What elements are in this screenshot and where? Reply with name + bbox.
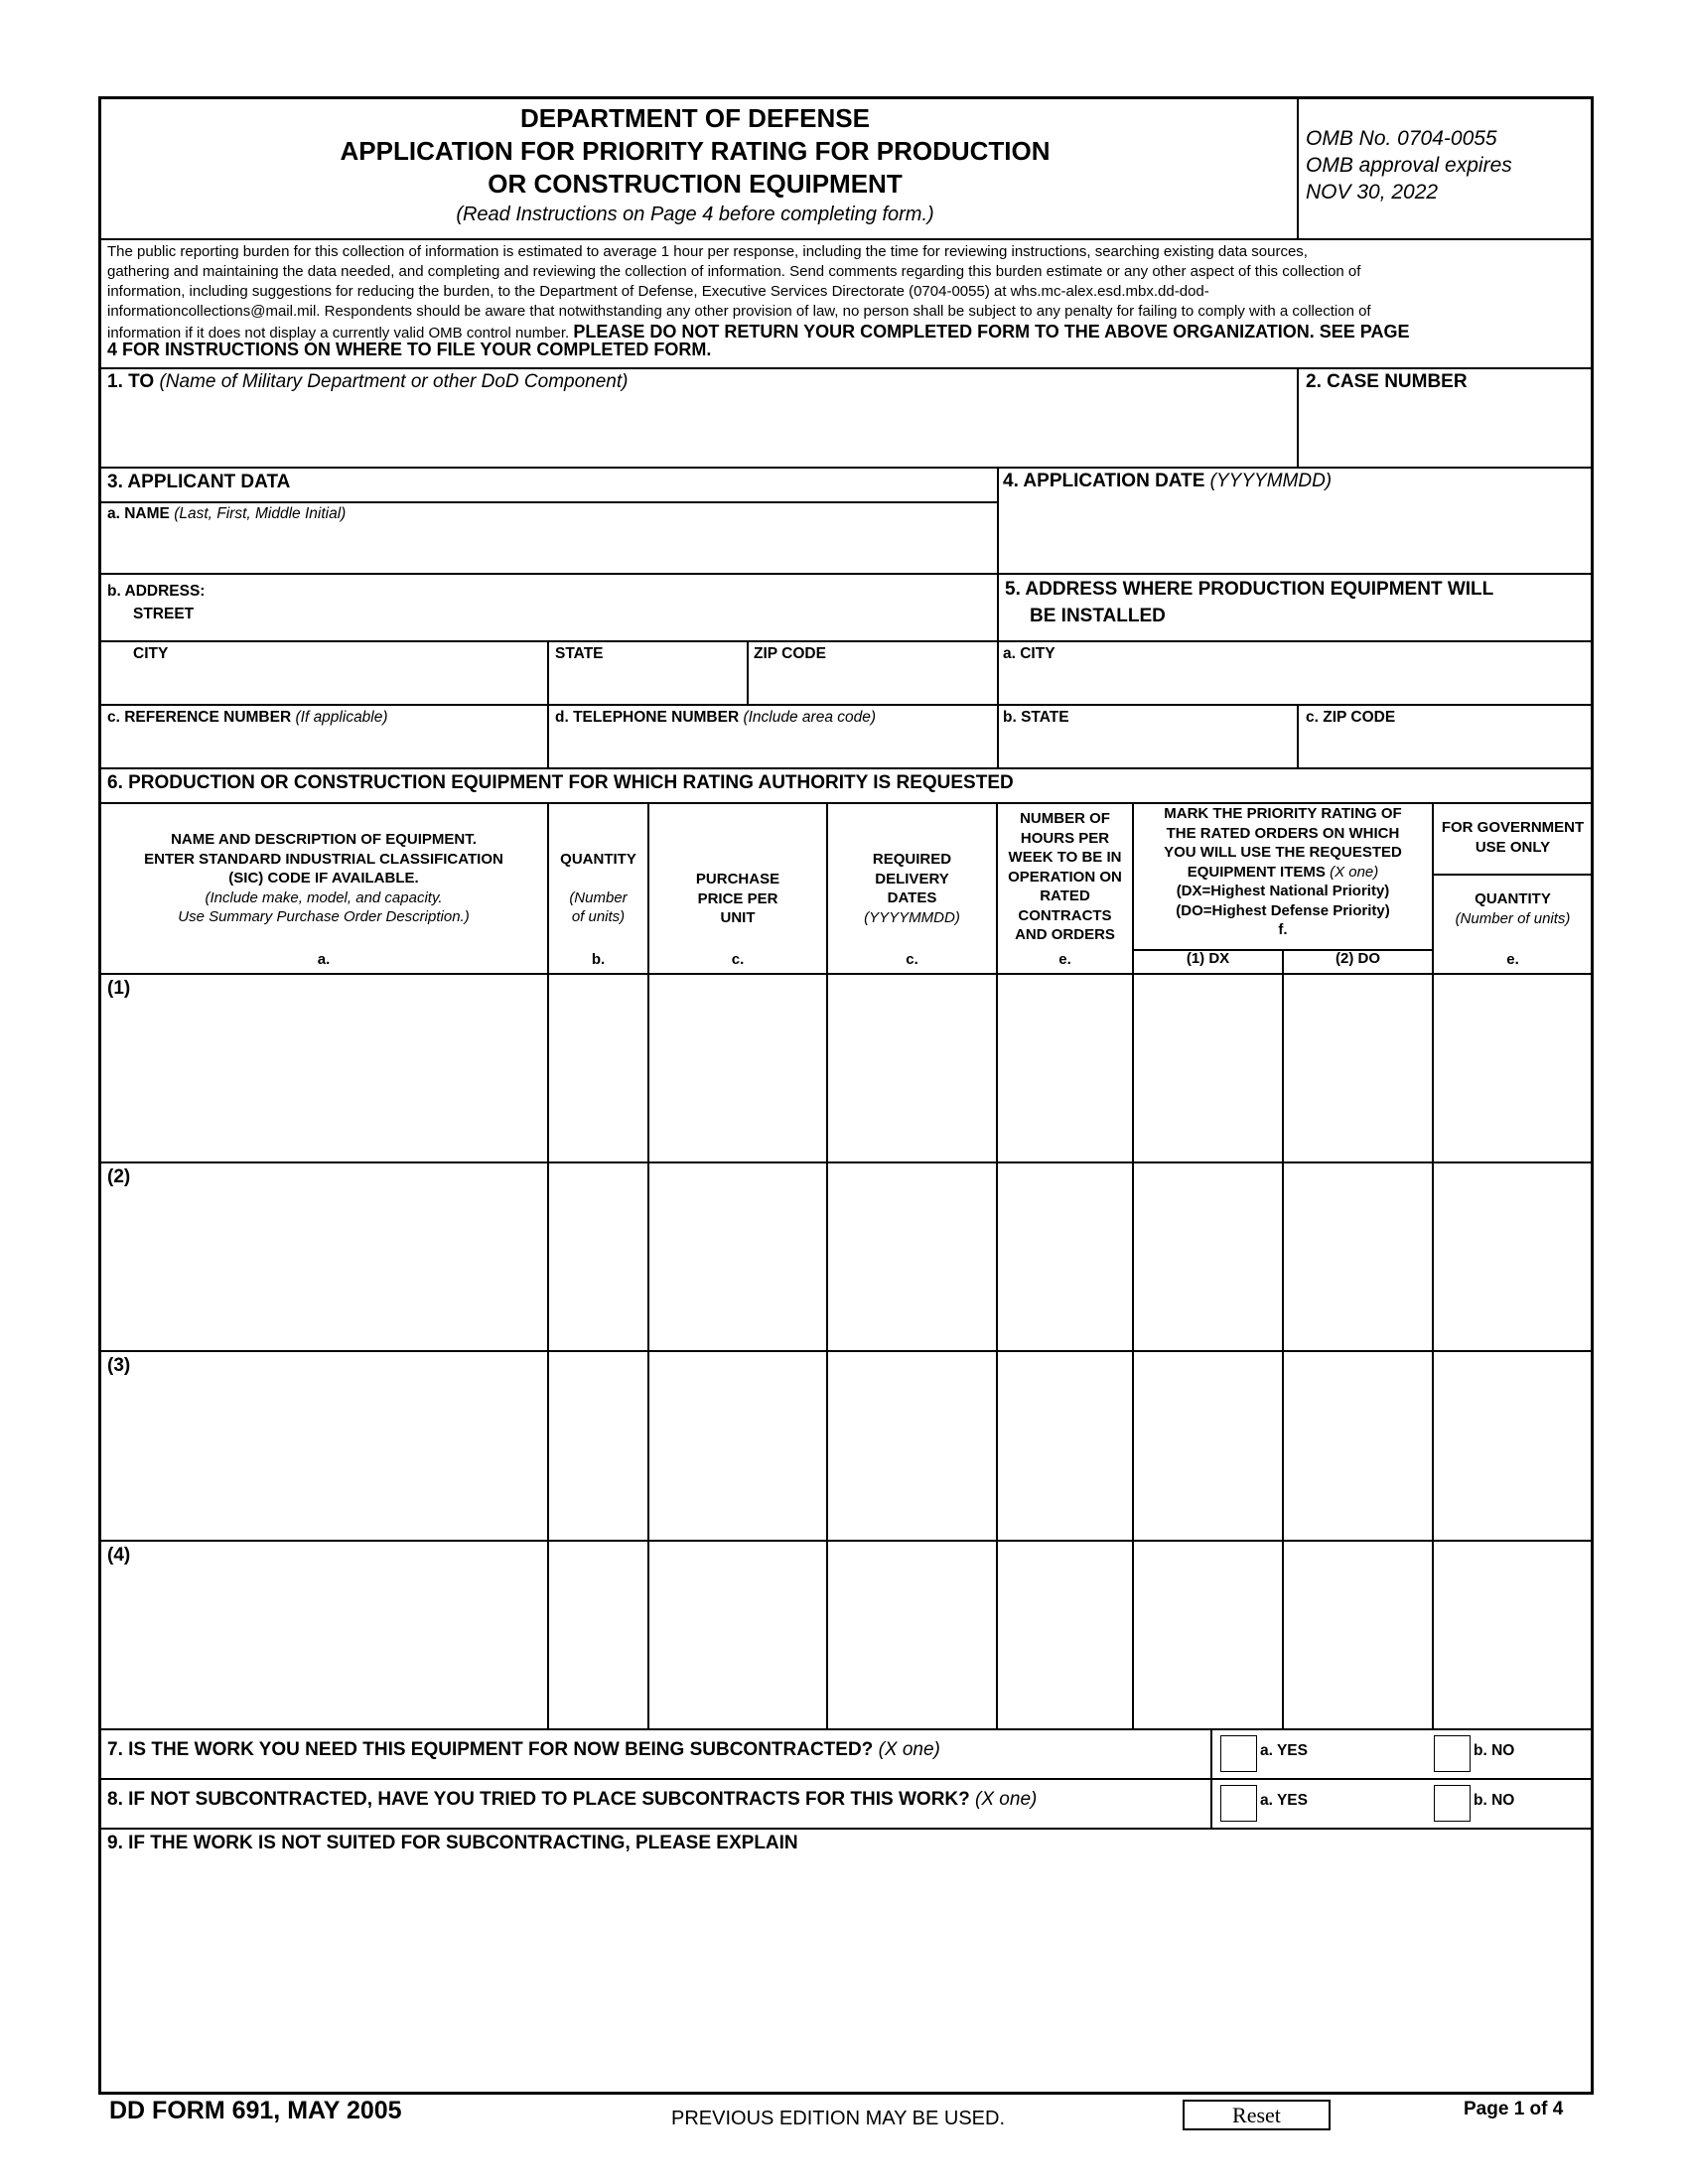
col-d-letter: c.	[906, 951, 918, 968]
state-label: STATE	[555, 645, 604, 662]
install-state-input[interactable]	[1003, 731, 1293, 764]
install-address-label-1: 5. ADDRESS WHERE PRODUCTION EQUIPMENT WILL	[1005, 579, 1494, 600]
q8-yes-checkbox[interactable]	[1220, 1785, 1257, 1822]
q9-label: 9. IF THE WORK IS NOT SUITED FOR SUBCONTRACTING, PLEASE EXPLAIN	[107, 1833, 798, 1853]
q8-no-checkbox[interactable]	[1434, 1785, 1471, 1822]
col-g-quantity-header: QUANTITY (Number of units)	[1455, 890, 1571, 927]
omb-number: OMB No. 0704-0055	[1306, 127, 1497, 150]
install-city-input[interactable]	[1003, 667, 1589, 701]
q7-no-checkbox[interactable]	[1434, 1735, 1471, 1772]
form-id: DD FORM 691, MAY 2005	[109, 2097, 402, 2124]
col-f-header: MARK THE PRIORITY RATING OF THE RATED ORDERS ON WHICH YOU WILL USE THE REQUESTED EQUIPMENT ITEMS (X one) (DX=Highest National Priority) (DO=Highest Defense Priority) f.	[1164, 805, 1402, 938]
title-line2: APPLICATION FOR PRIORITY RATING FOR PRODUCTION	[340, 136, 1051, 166]
q7-label: 7. IS THE WORK YOU NEED THIS EQUIPMENT FOR NOW BEING SUBCONTRACTED? (X one)	[107, 1739, 940, 1760]
telephone-input[interactable]	[552, 731, 994, 764]
reference-label: c. REFERENCE NUMBER (If applicable)	[107, 709, 388, 726]
col-f-do-label: (2) DO	[1336, 950, 1380, 967]
q9-explanation-input[interactable]	[105, 1861, 1589, 2088]
row4-label: (4)	[107, 1545, 131, 1566]
zip-input[interactable]	[752, 667, 994, 701]
street-label: STREET	[133, 606, 195, 622]
burden-line3: information, including suggestions for reducing the burden, to the Department of Defense, Executive Services Directorate (0704-0055) at whs.mc-alex.esd.mbx.dd-dod-	[107, 283, 1209, 300]
burden-line1: The public reporting burden for this collection of information is estimated to average 1 hour per response, including the time for reviewing instructions, searching existing data sources,	[107, 243, 1308, 260]
col-g-header: FOR GOVERNMENT USE ONLY	[1441, 819, 1585, 856]
reset-button[interactable]: Reset	[1183, 2100, 1331, 2130]
name-label: a. NAME (Last, First, Middle Initial)	[107, 505, 347, 522]
page-number: Page 1 of 4	[1464, 2099, 1564, 2119]
street-input[interactable]	[218, 600, 993, 635]
burden-line5: information if it does not display a currently valid OMB control number. PLEASE DO NOT RETURN YOUR COMPLETED FORM TO THE ABOVE ORGANIZATION. SEE PAGE	[107, 322, 1410, 341]
burden-line4: informationcollections@mail.mil. Respondents should be aware that notwithstanding any other provision of law, no person shall be subject to any penalty for failing to comply with a collection of	[107, 303, 1371, 320]
col-b-header: QUANTITY (Number of units)	[560, 851, 636, 925]
case-number-label: 2. CASE NUMBER	[1306, 371, 1468, 392]
reference-input[interactable]	[105, 731, 544, 764]
omb-approval: OMB approval expires	[1306, 154, 1512, 177]
install-city-label: a. CITY	[1003, 645, 1055, 662]
edition-note: PREVIOUS EDITION MAY BE USED.	[671, 2108, 1005, 2129]
city-input[interactable]	[105, 667, 544, 701]
col-e-header: NUMBER OF HOURS PER WEEK TO BE IN OPERATION ON RATED CONTRACTS AND ORDERS	[1008, 810, 1122, 943]
state-input[interactable]	[552, 667, 745, 701]
application-date-input[interactable]	[1003, 496, 1589, 568]
col-e-letter: e.	[1058, 951, 1071, 968]
header-divider	[1297, 98, 1299, 238]
omb-date: NOV 30, 2022	[1306, 181, 1439, 204]
q7-no-label: b. NO	[1474, 1742, 1515, 1759]
title-line1: DEPARTMENT OF DEFENSE	[520, 103, 870, 133]
row1-description[interactable]	[103, 1003, 545, 1157]
col-a-header: NAME AND DESCRIPTION OF EQUIPMENT. ENTER STANDARD INDUSTRIAL CLASSIFICATION (SIC) CODE IF AVAILABLE. (Include make, model, and capacity. Use Summary Purchase Order Description.)	[144, 831, 503, 925]
install-state-label: b. STATE	[1003, 709, 1069, 726]
city-label: CITY	[133, 645, 169, 662]
applicant-data-label: 3. APPLICANT DATA	[107, 472, 291, 492]
col-b-letter: b.	[591, 951, 606, 968]
row2-description[interactable]	[103, 1191, 545, 1345]
q7-yes-checkbox[interactable]	[1220, 1735, 1257, 1772]
col-c-header: PURCHASE PRICE PER UNIT	[695, 871, 780, 926]
row2-label: (2)	[107, 1166, 131, 1187]
q7-yes-label: a. YES	[1260, 1742, 1308, 1759]
field1-label: 1. TO (Name of Military Department or other DoD Component)	[107, 371, 629, 392]
install-zip-input[interactable]	[1303, 731, 1589, 764]
row4-description[interactable]	[103, 1570, 545, 1723]
install-zip-label: c. ZIP CODE	[1306, 709, 1396, 726]
col-d-header: REQUIRED DELIVERY DATES (YYYYMMDD)	[864, 851, 960, 926]
col-c-letter: c.	[731, 951, 745, 968]
case-number-input[interactable]	[1303, 397, 1589, 463]
application-date-label: 4. APPLICATION DATE (YYYYMMDD)	[1003, 471, 1333, 491]
address-label: b. ADDRESS:	[107, 583, 206, 600]
title-line3: OR CONSTRUCTION EQUIPMENT	[488, 169, 903, 199]
zip-label: ZIP CODE	[754, 645, 826, 662]
col-a-letter: a.	[317, 951, 331, 968]
install-address-label-2: BE INSTALLED	[1030, 606, 1166, 626]
q8-label: 8. IF NOT SUBCONTRACTED, HAVE YOU TRIED TO PLACE SUBCONTRACTS FOR THIS WORK? (X one)	[107, 1789, 1038, 1810]
to-input[interactable]	[105, 397, 1293, 463]
col-f-dx-label: (1) DX	[1186, 950, 1230, 967]
burden-line6: 4 FOR INSTRUCTIONS ON WHERE TO FILE YOUR COMPLETED FORM.	[107, 340, 712, 359]
col-g-letter: e.	[1506, 951, 1519, 968]
row3-label: (3)	[107, 1355, 131, 1376]
q8-no-label: b. NO	[1474, 1792, 1515, 1809]
applicant-name-input[interactable]	[105, 526, 995, 570]
row1-label: (1)	[107, 978, 131, 999]
telephone-label: d. TELEPHONE NUMBER (Include area code)	[555, 709, 877, 726]
section6-title: 6. PRODUCTION OR CONSTRUCTION EQUIPMENT FOR WHICH RATING AUTHORITY IS REQUESTED	[107, 772, 1014, 793]
burden-line2: gathering and maintaining the data needed, and completing and reviewing the collection of information. Send comments regarding this burden estimate or any other aspect of this collection of	[107, 263, 1361, 280]
q8-yes-label: a. YES	[1260, 1792, 1308, 1809]
instructions-note: (Read Instructions on Page 4 before completing form.)	[456, 204, 934, 225]
row3-description[interactable]	[103, 1380, 545, 1534]
